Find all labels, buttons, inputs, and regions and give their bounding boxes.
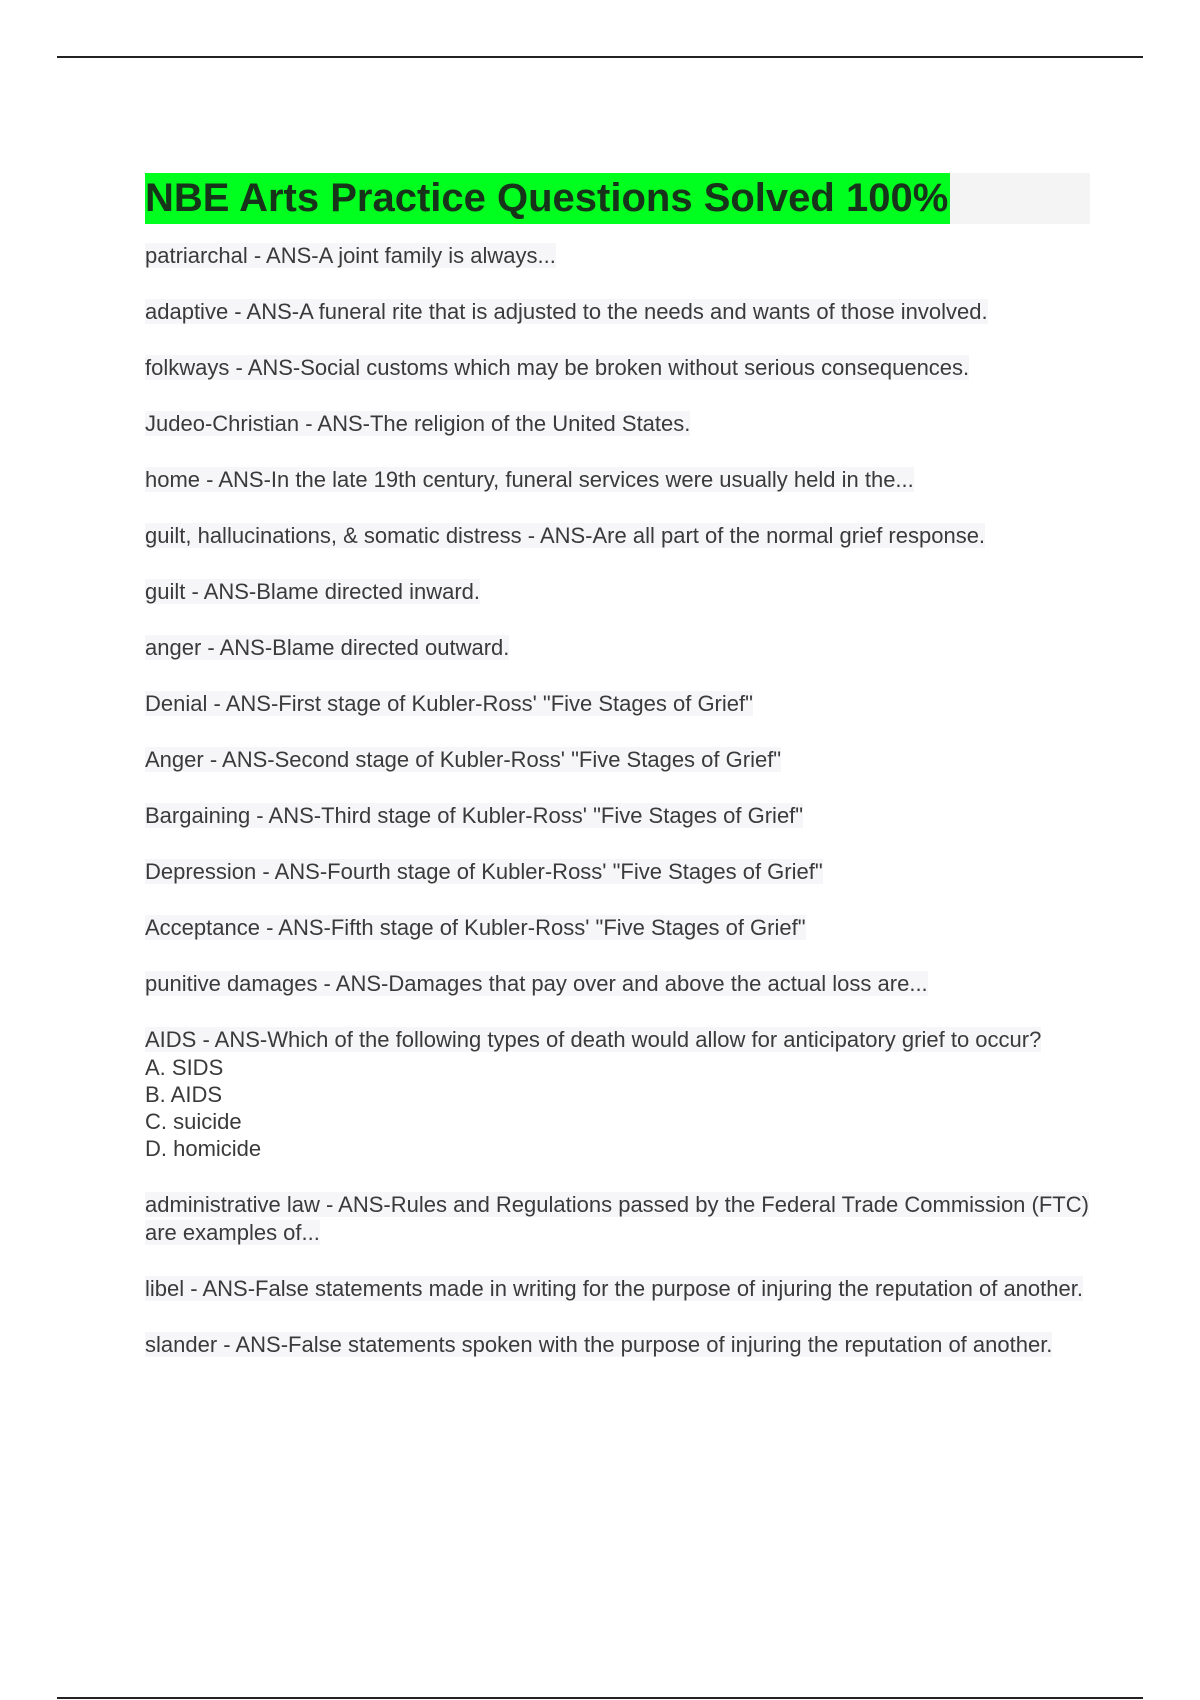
qa-entry: anger - ANS-Blame directed outward. xyxy=(145,635,510,660)
bottom-rule xyxy=(57,1697,1143,1699)
qa-entry: Depression - ANS-Fourth stage of Kubler-Ross' "Five Stages of Grief" xyxy=(145,859,823,884)
qa-entry: Bargaining - ANS-Third stage of Kubler-Ross' "Five Stages of Grief" xyxy=(145,803,804,828)
qa-entry: guilt - ANS-Blame directed inward. xyxy=(145,579,481,604)
qa-entry: slander - ANS-False statements spoken with the purpose of injuring the reputation of another. xyxy=(145,1332,1053,1357)
qa-entry: punitive damages - ANS-Damages that pay over and above the actual loss are... xyxy=(145,971,928,996)
document-title: NBE Arts Practice Questions Solved 100% xyxy=(145,173,950,224)
option-item: A. SIDS xyxy=(145,1055,224,1080)
qa-entry: Anger - ANS-Second stage of Kubler-Ross' "Five Stages of Grief" xyxy=(145,747,782,772)
qa-entry: administrative law - ANS-Rules and Regulations passed by the Federal Trade Commission (FTC) are examples of... xyxy=(145,1192,1089,1245)
question-text: AIDS - ANS-Which of the following types of death would allow for anticipatory grief to occur? xyxy=(145,1027,1042,1052)
qa-entry: home - ANS-In the late 19th century, funeral services were usually held in the... xyxy=(145,467,914,492)
option-list xyxy=(145,1054,1090,1162)
qa-entry: Acceptance - ANS-Fifth stage of Kubler-Ross' "Five Stages of Grief" xyxy=(145,915,806,940)
qa-entry: folkways - ANS-Social customs which may be broken without serious consequences. xyxy=(145,355,970,380)
qa-entry: Denial - ANS-First stage of Kubler-Ross' "Five Stages of Grief" xyxy=(145,691,753,716)
option-item: B. AIDS xyxy=(145,1082,223,1107)
qa-entry: Judeo-Christian - ANS-The religion of the United States. xyxy=(145,411,691,436)
qa-entry: patriarchal - ANS-A joint family is always... xyxy=(145,243,556,268)
qa-entry: guilt, hallucinations, & somatic distress - ANS-Are all part of the normal grief response. xyxy=(145,523,986,548)
top-rule xyxy=(57,56,1143,58)
qa-entry-multiple-choice xyxy=(145,1026,1090,1162)
option-item: D. homicide xyxy=(145,1136,262,1161)
qa-entry: adaptive - ANS-A funeral rite that is adjusted to the needs and wants of those involved. xyxy=(145,299,988,324)
qa-list xyxy=(145,242,1090,1359)
title-bar xyxy=(145,173,1090,224)
document-body xyxy=(145,173,1090,1387)
qa-entry: libel - ANS-False statements made in writing for the purpose of injuring the reputation of another. xyxy=(145,1276,1083,1301)
option-item: C. suicide xyxy=(145,1109,242,1134)
